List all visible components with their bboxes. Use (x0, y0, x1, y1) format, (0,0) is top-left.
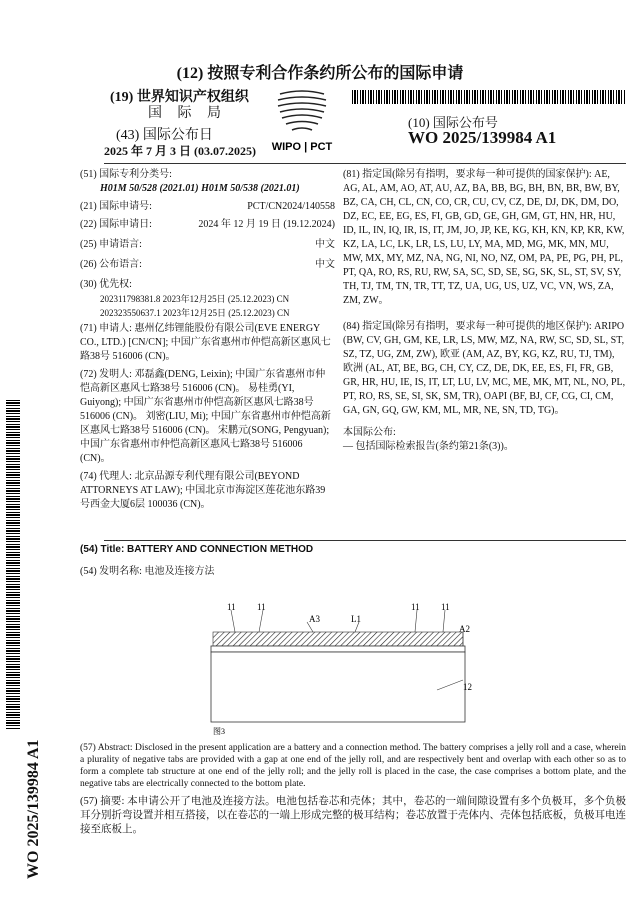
pub-item: — 包括国际检索报告(条约第21条(3))。 (343, 441, 514, 452)
field-51 (80, 168, 335, 196)
field-51-label: (51) 国际专利分类号: (80, 169, 172, 180)
field-26-label: (26) 公布语言: (80, 259, 142, 270)
field-71: (71) 申请人: 惠州亿纬锂能股份有限公司(EVE ENERGY CO., LTD.) [CN/CN]; 中国广东省惠州市仲恺高新区惠风七路38号 516006 (CN)。 (80, 323, 331, 362)
side-pubno: WO 2025/139984 A1 (25, 739, 42, 879)
pubdate-label: (43) 国际公布日 (116, 128, 213, 143)
label-11-a: 11 (227, 602, 236, 612)
field-30-row2: 202323550637.1 2023年12月25日 (25.12.2023) CN (100, 308, 290, 318)
field-30-row1: 202311798381.8 2023年12月25日 (25.12.2023) CN (100, 294, 290, 304)
abstract-en: (57) Abstract: Disclosed in the present application are a battery and a connection method. The battery comprises a jelly roll and a case, wherein a plurality of negative tabs are provided with a gap at one end of the jelly roll, and are respectively bent and overlap with each other so as to form a complete tab structure at one end of the jelly roll; and the jelly roll is placed in the case, the case comprises a bottom plate, and the negative tabs are electrically connected to the bottom plate. (80, 743, 626, 789)
field-25 (80, 238, 335, 252)
pubno-value: WO 2025/139984 A1 (408, 128, 557, 147)
barcode-top (352, 90, 626, 104)
tab-layer (213, 632, 463, 646)
field-21-label: (21) 国际申请号: (80, 201, 152, 212)
field-30-label: (30) 优先权: (80, 279, 132, 290)
field-21-value: PCT/CN2024/140558 (247, 201, 335, 212)
pub-label: 本国际公布: (343, 427, 396, 438)
divider-top (104, 163, 626, 164)
document-title: (12) 按照专利合作条约所公布的国际申请 (176, 65, 464, 82)
pubno-label: (10) 国际公布号 (408, 115, 498, 130)
field-81: (81) 指定国(除另有指明，要求每一种可提供的国家保护): AE, AG, AL, AM, AO, AT, AU, AZ, BA, BB, BG, BH, BN, BR, BW, BY, BZ, CA, CH, CL, CN, CO, CR, CU, CV, CZ, DE, DJ, DK, DM, DO, DZ, EC, EE, EG, ES, FI, GB, GD, GE, GH, GM, GT, HN, HR, HU, ID, IL, IN, IQ, IR, IS, IT, JM, JO, JP, KE, KG, KH, KN, KP, KR, KW, KZ, LA, LC, LK, LR, LS, LU, LY, MA, MD, MG, MK, MN, MU, MW, MX, MY, MZ, NA, NG, NI, NO, NZ, OM, PA, PE, PG, PH, PL, PT, QA, RO, RS, RU, RW, SA, SC, SD, SE, SG, SK, SL, ST, SV, SY, TH, TJ, TM, TN, TR, TT, TZ, UA, UG, US, UZ, VC, VN, WS, ZA, ZM, ZW。 (343, 169, 625, 306)
bottom-plate (211, 646, 465, 652)
abstract-zh: (57) 摘要: 本申请公开了电池及连接方法。电池包括卷芯和壳体；其中，卷芯的一端间隙设置有多个负极耳，多个负极耳分别折弯设置并相互搭接，以在卷芯的一端上形成完整的极耳结构；卷芯放置于壳体内、壳体包括底板，负极耳电连接至底板上。 (80, 796, 626, 835)
label-a2: A2 (459, 624, 470, 634)
field-84: (84) 指定国(除另有指明，要求每一种可提供的地区保护): ARIPO (BW, CV, GH, GM, KE, LR, LS, MW, MZ, NA, RW, SC, SD, SL, ST, SZ, TZ, UG, ZM, ZW), 欧亚 (AM, AZ, BY, KG, KZ, RU, TJ, TM), 欧洲 (AL, AT, BE, BG, CH, CY, CZ, DE, DK, EE, ES, FI, FR, GB, GR, HR, HU, IE, IS, IT, LT, LU, LV, MC, ME, MK, MT, NL, NO, PL, PT, RO, RS, SE, SI, SK, SM, TR), OAPI (BF, BJ, CF, CG, CI, CM, GA, GN, GQ, GW, KM, ML, MR, NE, SN, TD, TG)。 (343, 321, 626, 416)
field-22 (80, 218, 335, 232)
label-12: 12 (463, 682, 472, 692)
field-51-value: H01M 50/528 (2021.01) H01M 50/538 (2021.01) (100, 183, 300, 194)
divider-mid (104, 540, 626, 541)
label-a3: A3 (309, 614, 320, 624)
field-72: (72) 发明人: 邓磊鑫(DENG, Leixin); 中国广东省惠州市仲恺高新区惠风七路38号 516006 (CN)。 易桂勇(YI, Guiyong); 中国广东省惠州市仲恺高新区惠风七路38号 516006 (CN)。 刘密(LIU, Mi); 中国广东省惠州市仲恺高新区惠风七路38号 516006 (CN)。 宋鹏元(SONG, Pengyuan); 中国广东省惠州市仲恺高新区惠风七路38号 516006 (CN)。 (80, 369, 331, 464)
label-11-b: 11 (257, 602, 266, 612)
label-11-c: 11 (411, 602, 420, 612)
case-body (211, 652, 465, 722)
field-30 (80, 278, 335, 320)
label-l1: L1 (351, 614, 361, 624)
wipo-logo (252, 86, 352, 156)
pubdate-value: 2025 年 7 月 3 日 (03.07.2025) (104, 144, 256, 158)
field-26-value: 中文 (315, 259, 335, 270)
title-en: (54) Title: BATTERY AND CONNECTION METHOD (80, 544, 314, 555)
org-line1: 世界知识产权组织 (136, 90, 249, 105)
org-line2: 国 际 局 (148, 106, 227, 121)
logo-text: WIPO | PCT (271, 141, 333, 153)
label-11-d: 11 (441, 602, 450, 612)
field-25-value: 中文 (315, 239, 335, 250)
field-25-label: (25) 申请语言: (80, 239, 142, 250)
title-zh: (54) 发明名称: 电池及连接方法 (80, 566, 215, 577)
field-26 (80, 258, 335, 272)
figure-diagram (205, 600, 475, 740)
org-number: (19) (110, 90, 134, 105)
field-22-label: (22) 国际申请日: (80, 219, 152, 230)
field-21 (80, 200, 335, 214)
field-74: (74) 代理人: 北京品源专利代理有限公司(BEYOND ATTORNEYS AT LAW); 中国北京市海淀区莲花池东路39号西金大厦6层 100036 (CN)。 (80, 471, 326, 510)
field-22-value: 2024 年 12 月 19 日 (19.12.2024) (198, 219, 335, 230)
figure-caption: 图3 (213, 727, 225, 736)
barcode-side (6, 400, 20, 730)
